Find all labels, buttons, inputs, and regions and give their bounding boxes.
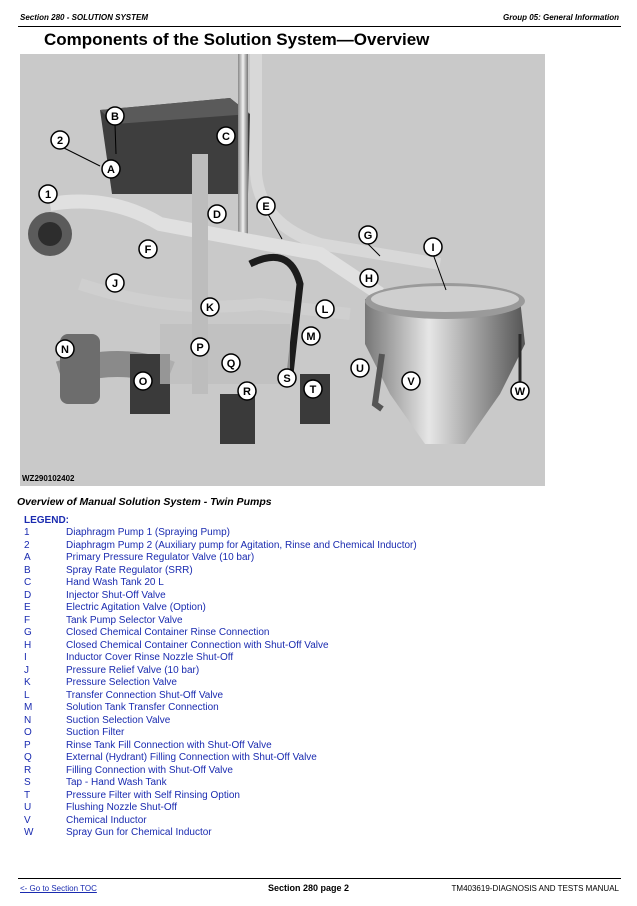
legend-text: Primary Pressure Regulator Valve (10 bar) (66, 552, 255, 563)
legend-key: C (24, 577, 32, 588)
legend-text: Suction Selection Valve (66, 714, 171, 726)
legend-key: I (24, 652, 27, 663)
callout-b (106, 107, 124, 125)
legend-text: Solution Tank Transfer Connection (66, 702, 219, 713)
callout-i (424, 238, 442, 256)
svg-text:F: F (144, 244, 152, 256)
legend-key: S (24, 777, 31, 788)
legend-text: Flushing Nozzle Shut-Off (66, 802, 177, 813)
legend-key: M (24, 702, 33, 713)
callout-w (511, 382, 529, 400)
legend-key: 1 (24, 527, 30, 538)
legend-text: Rinse Tank Fill Connection with Shut-Off Valve (66, 739, 272, 751)
callout-h (360, 269, 378, 287)
legend-item (24, 627, 584, 640)
legend-text: Chemical Inductor (66, 814, 147, 826)
callout-2 (51, 131, 69, 149)
legend-text: Tank Pump Selector Valve (66, 614, 183, 626)
svg-text:P: P (196, 342, 204, 354)
legend-item (24, 777, 584, 790)
callout-o (134, 372, 152, 390)
legend-text: External (Hydrant) Filling Connection with Shut-Off Valve (66, 752, 317, 763)
svg-text:T: T (309, 384, 317, 396)
svg-text:S: S (283, 373, 291, 385)
legend-key: K (24, 677, 31, 688)
callout-n (56, 340, 74, 358)
solution-system-illustration (20, 54, 545, 486)
legend-item (24, 552, 584, 565)
svg-text:Q: Q (226, 358, 236, 370)
svg-text:G: G (363, 230, 373, 242)
legend-item (24, 790, 584, 803)
legend-text: Inductor Cover Rinse Nozzle Shut-Off (66, 652, 234, 663)
callout-c (217, 127, 235, 145)
svg-text:O: O (138, 376, 148, 388)
legend-key: V (24, 814, 31, 826)
callout-u (351, 359, 369, 377)
svg-text:V: V (407, 376, 415, 388)
legend-key: Q (24, 752, 32, 763)
legend-text: Transfer Connection Shut-Off Valve (66, 689, 224, 701)
legend-text: Spray Gun for Chemical Inductor (66, 827, 212, 838)
legend-text: Closed Chemical Container Connection with Shut-Off Valve (66, 639, 329, 651)
callout-k (201, 298, 219, 316)
page-header (18, 10, 621, 27)
svg-text:U: U (356, 363, 364, 375)
legend-item (24, 740, 584, 753)
legend-key: N (24, 714, 32, 726)
svg-text:2: 2 (56, 135, 64, 147)
legend-text: Suction Filter (66, 727, 125, 738)
legend-key: J (24, 664, 29, 676)
legend-key: B (24, 564, 31, 576)
legend-text: Diaphragm Pump 1 (Spraying Pump) (66, 527, 230, 538)
legend-key: U (24, 802, 32, 813)
legend-item (24, 527, 584, 540)
callout-v (402, 372, 420, 390)
legend-title: LEGEND: (24, 515, 69, 526)
legend-item (24, 752, 584, 765)
legend-item (24, 765, 584, 778)
legend-key: L (24, 689, 30, 701)
legend-item (24, 577, 584, 590)
svg-text:N: N (61, 344, 69, 356)
legend-key: T (24, 789, 31, 801)
legend-item (24, 652, 584, 665)
callout-s (278, 369, 296, 387)
page-title: Components of the Solution System—Overview (44, 30, 430, 49)
legend-key: 2 (24, 539, 30, 551)
svg-text:1: 1 (44, 189, 52, 201)
figure-caption: Overview of Manual Solution System - Twin Pumps (17, 496, 272, 508)
svg-text:D: D (213, 209, 221, 221)
legend-key: D (24, 589, 32, 601)
legend-key: F (24, 614, 31, 626)
callout-j (106, 274, 124, 292)
callout-p (191, 338, 209, 356)
legend-item (24, 677, 584, 690)
callout-f (139, 240, 157, 258)
legend-text: Closed Chemical Container Rinse Connection (66, 627, 270, 638)
legend-key: A (24, 552, 31, 563)
legend-item (24, 565, 584, 578)
svg-text:W: W (514, 386, 526, 398)
callout-d (208, 205, 226, 223)
legend-text: Electric Agitation Valve (Option) (66, 602, 206, 613)
legend-text: Pressure Selection Valve (66, 677, 177, 688)
illustration-drawing (20, 54, 545, 486)
legend-key: G (24, 627, 32, 638)
svg-text:J: J (111, 278, 119, 290)
callout-a (102, 160, 120, 178)
svg-text:K: K (206, 302, 214, 314)
legend-item (24, 827, 584, 840)
legend-text: Injector Shut-Off Valve (66, 589, 166, 601)
section-label: Section 280 - SOLUTION SYSTEM (20, 13, 149, 22)
legend-text: Spray Rate Regulator (SRR) (66, 564, 193, 576)
legend-item (24, 690, 584, 703)
legend-item (24, 715, 584, 728)
legend-item (24, 615, 584, 628)
legend-item (24, 540, 584, 553)
legend (24, 514, 584, 840)
legend-text: Pressure Filter with Self Rinsing Option (66, 789, 240, 801)
svg-text:R: R (243, 386, 251, 398)
svg-text:L: L (321, 304, 329, 316)
callout-t (304, 380, 322, 398)
svg-text:B: B (111, 111, 119, 123)
svg-text:E: E (262, 201, 270, 213)
callout-e (257, 197, 275, 215)
legend-key: E (24, 602, 31, 613)
svg-text:A: A (107, 164, 115, 176)
legend-key: H (24, 639, 32, 651)
legend-item (24, 640, 584, 653)
manual-name: TM403619-DIAGNOSIS AND TESTS MANUAL (451, 884, 619, 893)
callout-g (359, 226, 377, 244)
legend-item (24, 727, 584, 740)
svg-text:M: M (306, 331, 316, 343)
legend-key: O (24, 727, 32, 738)
figure-id: WZ290102402 (22, 474, 75, 483)
callout-1 (39, 185, 57, 203)
legend-text: Hand Wash Tank 20 L (66, 577, 164, 588)
legend-item (24, 815, 584, 828)
legend-item (24, 802, 584, 815)
legend-text: Pressure Relief Valve (10 bar) (66, 664, 200, 676)
legend-text: Diaphragm Pump 2 (Auxiliary pump for Agitation, Rinse and Chemical Inductor) (66, 539, 417, 551)
legend-key: W (24, 827, 34, 838)
callout-m (302, 327, 320, 345)
callout-r (238, 382, 256, 400)
page-number: Section 280 page 2 (268, 883, 350, 893)
legend-key: P (24, 739, 31, 751)
legend-item (24, 590, 584, 603)
group-label: Group 05: General Information (502, 13, 619, 22)
svg-text:C: C (222, 131, 230, 143)
legend-item (24, 702, 584, 715)
legend-text: Filling Connection with Shut-Off Valve (66, 764, 233, 776)
legend-text: Tap - Hand Wash Tank (66, 777, 167, 788)
callout-q (222, 354, 240, 372)
page-footer (18, 878, 621, 895)
callout-l (316, 300, 334, 318)
svg-text:H: H (365, 273, 373, 285)
legend-item (24, 665, 584, 678)
legend-item (24, 602, 584, 615)
legend-key: R (24, 764, 32, 776)
svg-text:I: I (431, 242, 435, 254)
section-toc-link[interactable]: <- Go to Section TOC (20, 884, 97, 893)
